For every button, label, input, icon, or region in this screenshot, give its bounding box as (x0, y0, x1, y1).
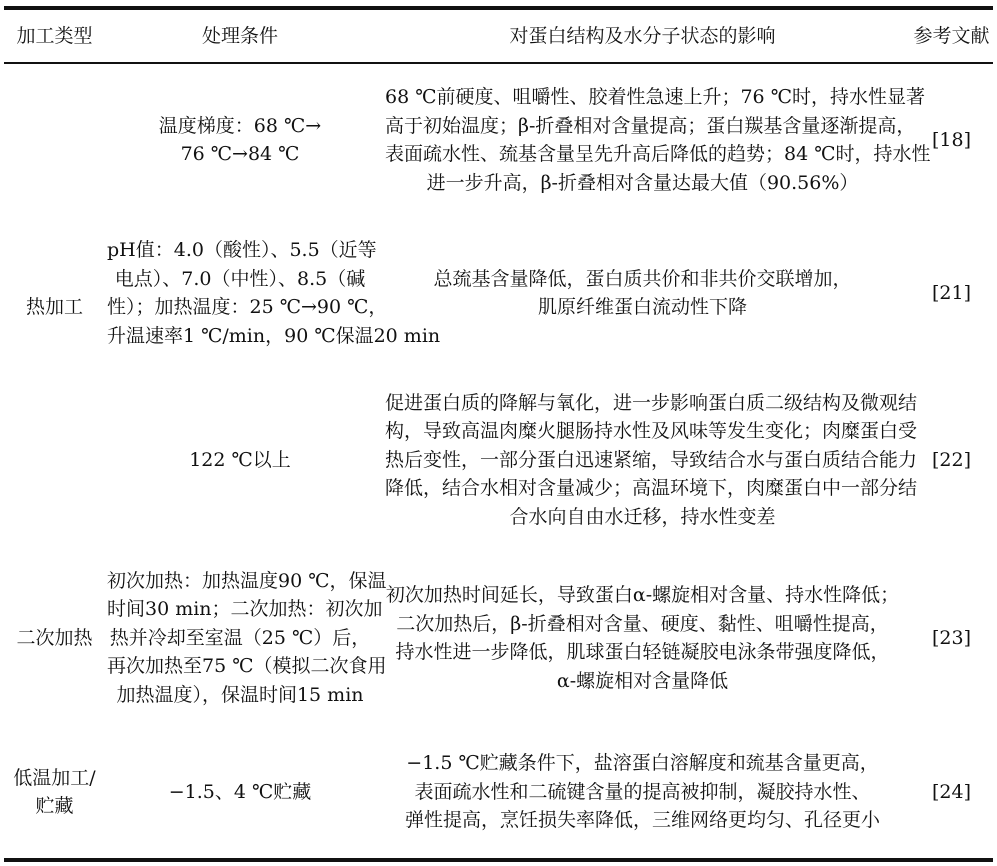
reference-cell: [18] (931, 128, 971, 151)
effect-line: 高于初始温度；β-折叠相对含量提高；蛋白羰基含量逐渐提高， (385, 114, 916, 137)
effect-line: α-螺旋相对含量降低 (556, 669, 729, 692)
effect-line: 降低，结合水相对含量减少；高温环境下，肉糜蛋白中一部分结 (385, 477, 918, 500)
header-condition: 处理条件 (201, 24, 278, 47)
condition-line: pH值：4.0（酸性）、5.5（近等 (107, 239, 377, 261)
processing-type-cell (4, 63, 105, 550)
effect-cell (375, 63, 931, 216)
condition-line: 初次加热：加热温度90 ℃，保温 (107, 569, 387, 592)
reference-cell: [23] (931, 626, 971, 649)
effect-cell (375, 726, 910, 860)
condition-line: 热并冷却至室温（25 ℃）后， (109, 626, 371, 649)
condition-line: 122 ℃以上 (189, 448, 291, 471)
table-row (4, 370, 993, 550)
effect-line: 热后变性，一部分蛋白迅速紧缩，导致结合水与蛋白质结合能力 (385, 448, 918, 471)
effect-cell (375, 216, 910, 370)
header-processing-type: 加工类型 (16, 24, 93, 47)
effect-line: 初次加热时间延长，导致蛋白α-螺旋相对含量、持水性降低； (385, 584, 900, 606)
effect-line: 总巯基含量降低，蛋白质共价和非共价交联增加， (433, 267, 852, 290)
effect-cell (375, 370, 918, 550)
condition-line: 再次加热至75 ℃（模拟二次食用 (107, 655, 387, 678)
table-row (4, 63, 993, 216)
effect-line: 表面疏水性、巯基含量呈先升高后降低的趋势；84 ℃时，持水性 (385, 143, 931, 165)
header-effect: 对蛋白结构及水分子状态的影响 (509, 24, 776, 47)
effect-line: 弹性提高，烹饪损失率降低，三维网络更均匀、孔径更小 (404, 809, 880, 832)
processing-type-cell (4, 550, 105, 726)
type-line: 热加工 (25, 295, 83, 318)
condition-line: 升温速率1 ℃/min，90 ℃保温20 min (107, 324, 441, 347)
processing-type-cell (4, 726, 105, 860)
effect-line: 表面疏水性和二硫键含量的提高被抑制，凝胶持水性、 (414, 780, 871, 803)
effect-line: 68 ℃前硬度、咀嚼性、胶着性急速上升；76 ℃时，持水性显著 (385, 86, 925, 108)
processing-effects-table (4, 6, 993, 862)
condition-line: 时间30 min；二次加热：初次加 (107, 598, 383, 621)
effect-line: 进一步升高，β-折叠相对含量达最大值（90.56%） (426, 171, 859, 194)
effect-line: 构，导致高温肉糜火腿肠持水性及风味等发生变化；肉糜蛋白受 (385, 420, 918, 443)
header-reference: 参考文献 (913, 24, 990, 47)
table-row (4, 726, 993, 860)
condition-line: 性）；加热温度：25 ℃→90 ℃， (107, 296, 388, 318)
condition-cell (105, 63, 375, 216)
type-line: 二次加热 (16, 626, 93, 649)
effect-line: 肌原纤维蛋白流动性下降 (537, 296, 747, 318)
reference-cell: [22] (931, 448, 971, 471)
header-row (4, 8, 993, 63)
table-row (4, 550, 993, 726)
effect-line: 合水向自由水迁移，持水性变差 (509, 505, 776, 528)
effect-cell (375, 550, 910, 726)
condition-line: 温度梯度：68 ℃→ (158, 114, 322, 137)
type-line: 贮藏 (35, 795, 74, 817)
effect-line: 持水性进一步降低，肌球蛋白轻链凝胶电泳条带强度降低， (395, 641, 890, 663)
reference-cell: [21] (931, 281, 971, 304)
condition-cell (105, 216, 441, 370)
condition-cell (105, 550, 387, 726)
effect-line: 促进蛋白质的降解与氧化，进一步影响蛋白质二级结构及微观结 (385, 391, 918, 414)
condition-cell (105, 370, 375, 550)
effect-line: 二次加热后，β-折叠相对含量、硬度、黏性、咀嚼性提高， (396, 612, 889, 635)
reference-cell: [24] (931, 780, 971, 803)
type-line: 低温加工/ (13, 766, 96, 789)
condition-line: 76 ℃→84 ℃ (180, 143, 300, 165)
condition-line: 电点）、7.0（中性）、8.5（碱 (114, 267, 366, 290)
condition-line: −1.5、4 ℃贮藏 (168, 780, 312, 803)
effect-line: −1.5 ℃贮藏条件下，盐溶蛋白溶解度和巯基含量更高， (406, 752, 879, 775)
condition-cell (105, 726, 375, 860)
table-row (4, 216, 993, 370)
condition-line: 加热温度），保温时间15 min (116, 683, 364, 706)
